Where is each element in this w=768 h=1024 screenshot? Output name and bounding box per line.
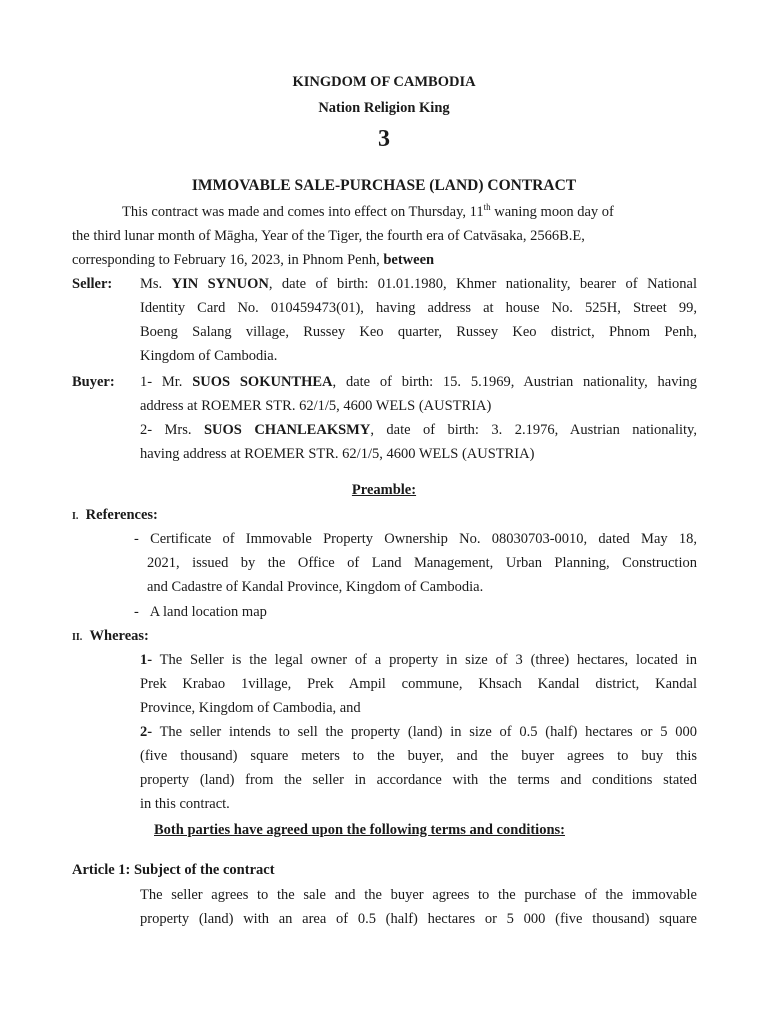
agreement-heading: Both parties have agreed upon the following terms and conditions: bbox=[154, 822, 565, 838]
buyer-2-line-1: 2- Mrs. SUOS CHANLEAKSMY, date of birth: 3. 2.1976, Austrian nationality, bbox=[140, 422, 697, 438]
whereas-1-line-2: Prek Krabao 1village, Prek Ampil commune, Khsach Kandal district, Kandal bbox=[140, 676, 697, 692]
article-1-line-2: property (land) with an area of 0.5 (half) hectares or 5 000 (five thousand) square bbox=[140, 911, 697, 927]
seller-line-4: Kingdom of Cambodia. bbox=[140, 348, 278, 364]
page-number: 3 bbox=[378, 126, 390, 152]
preamble-heading: Preamble: bbox=[351, 482, 417, 498]
reference-1-line-3: and Cadastre of Kandal Province, Kingdom of Cambodia. bbox=[147, 579, 484, 595]
whereas-heading: II. Whereas: bbox=[72, 628, 149, 644]
whereas-2-line-1: 2- The seller intends to sell the property (land) in size of 0.5 (half) hectares or 5 000 bbox=[140, 724, 697, 740]
whereas-2-line-4: in this contract. bbox=[140, 796, 230, 812]
intro-line-1: This contract was made and comes into effect on Thursday, 11th waning moon day of bbox=[122, 202, 614, 220]
buyer-1-line-2: address at ROEMER STR. 62/1/5, 4600 WELS (AUSTRIA) bbox=[140, 398, 492, 414]
buyer-label: Buyer: bbox=[72, 374, 115, 390]
seller-label: Seller: bbox=[72, 276, 113, 292]
seller-line-3: Boeng Salang village, Russey Keo quarter, Russey Keo district, Phnom Penh, bbox=[140, 324, 697, 340]
article-1-line-1: The seller agrees to the sale and the buyer agrees to the purchase of the immovable bbox=[140, 887, 697, 903]
references-heading: I. References: bbox=[72, 507, 158, 523]
article-1-heading: Article 1: Subject of the contract bbox=[72, 862, 275, 878]
country-heading: KINGDOM OF CAMBODIA bbox=[292, 74, 476, 90]
national-motto: Nation Religion King bbox=[318, 100, 450, 116]
whereas-2-line-2: (five thousand) square meters to the buyer, and the buyer agrees to buy this bbox=[140, 748, 697, 764]
whereas-1-line-1: 1- The Seller is the legal owner of a property in size of 3 (three) hectares, located in bbox=[140, 652, 697, 668]
seller-line-1: Ms. YIN SYNUON, date of birth: 01.01.1980, Khmer nationality, bearer of National bbox=[140, 276, 697, 292]
seller-line-2: Identity Card No. 010459473(01), having address at house No. 525H, Street 99, bbox=[140, 300, 697, 316]
reference-1-line-2: 2021, issued by the Office of Land Management, Urban Planning, Construction bbox=[147, 555, 697, 571]
buyer-1-line-1: 1- Mr. SUOS SOKUNTHEA, date of birth: 15. 5.1969, Austrian nationality, having bbox=[140, 374, 697, 390]
reference-2: - A land location map bbox=[134, 604, 267, 620]
intro-line-2: the third lunar month of Māgha, Year of the Tiger, the fourth era of Catvāsaka, 2566B.E, bbox=[72, 228, 585, 244]
whereas-2-line-3: property (land) from the seller in accordance with the terms and conditions stated bbox=[140, 772, 697, 788]
contract-title: IMMOVABLE SALE-PURCHASE (LAND) CONTRACT bbox=[191, 177, 577, 194]
intro-line-3: corresponding to February 16, 2023, in Phnom Penh, between bbox=[72, 252, 435, 268]
buyer-2-line-2: having address at ROEMER STR. 62/1/5, 4600 WELS (AUSTRIA) bbox=[140, 446, 535, 462]
reference-1-line-1: - Certificate of Immovable Property Ownership No. 08030703-0010, dated May 18, bbox=[134, 531, 697, 547]
whereas-1-line-3: Province, Kingdom of Cambodia, and bbox=[140, 700, 361, 716]
